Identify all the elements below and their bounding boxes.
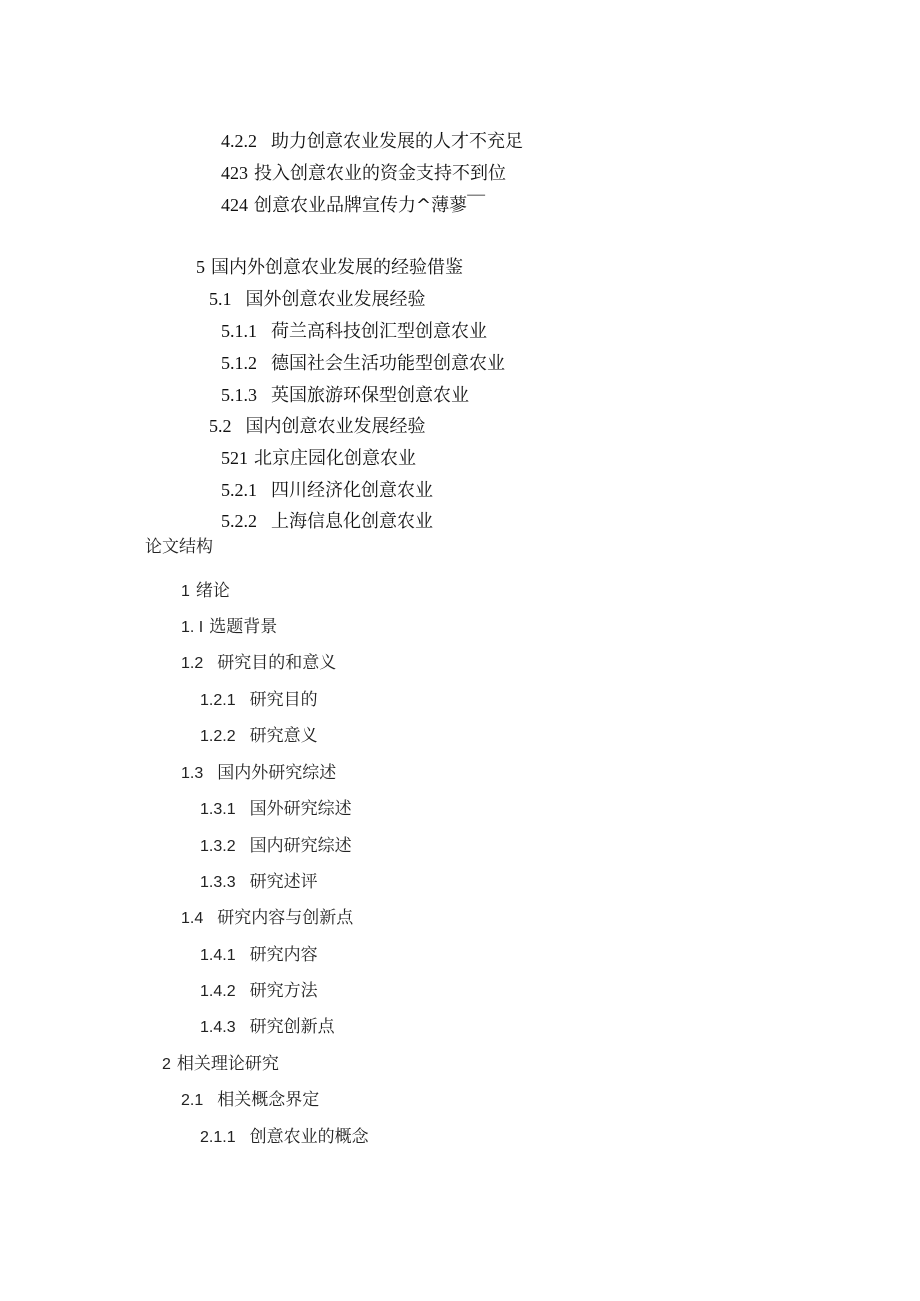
toc-number: 1.2.1 xyxy=(200,692,236,709)
toc-title: 创意农业品牌宣传力^薄蓼￣ xyxy=(254,195,486,216)
toc-entry-1-3-2 xyxy=(200,838,352,855)
toc-entry-2-1 xyxy=(181,1092,319,1109)
toc-entry-1 xyxy=(181,583,230,600)
toc-title: 上海信息化创意农业 xyxy=(271,511,433,532)
toc-number: 2 xyxy=(162,1056,171,1073)
toc-entry-5-1-1 xyxy=(221,322,487,341)
toc-title: 北京庄园化创意农业 xyxy=(254,448,416,469)
toc-number: 1.3.1 xyxy=(200,801,236,818)
toc-title: 国内外创意农业发展的经验借鉴 xyxy=(211,257,463,278)
toc-entry-2-1-1 xyxy=(200,1129,369,1146)
toc-title: 研究意义 xyxy=(249,726,318,746)
toc-entry-1-3-3 xyxy=(200,874,318,891)
toc-title: 研究目的和意义 xyxy=(217,653,337,673)
toc-entry-5-2-2 xyxy=(221,512,433,531)
toc-title: 投入创意农业的资金支持不到位 xyxy=(254,163,506,184)
toc-title: 国内外研究综述 xyxy=(217,763,337,783)
toc-number: 5.1.3 xyxy=(221,385,257,405)
toc-number: 521 xyxy=(221,448,248,468)
toc-title: 相关理论研究 xyxy=(176,1054,279,1074)
toc-title: 研究内容 xyxy=(249,945,318,965)
toc-number: 5 xyxy=(196,257,205,277)
toc-entry-1-1 xyxy=(181,619,277,636)
toc-number: 1.2.2 xyxy=(200,728,236,745)
toc-entry-5-2-1-a xyxy=(221,449,416,468)
section-heading: 论文结构 xyxy=(145,537,213,557)
toc-number: 1.3.3 xyxy=(200,874,236,891)
toc-entry-1-4-1 xyxy=(200,947,318,964)
toc-number: 5.1 xyxy=(209,289,232,309)
toc-number: 1.3 xyxy=(181,765,204,782)
toc-title: 研究述评 xyxy=(249,872,318,892)
toc-title: 国外创意农业发展经验 xyxy=(245,289,426,310)
toc-title: 荷兰高科技创汇型创意农业 xyxy=(271,321,487,342)
toc-title: 研究方法 xyxy=(249,981,318,1001)
toc-number: 5.1.2 xyxy=(221,353,257,373)
toc-entry-1-3-1 xyxy=(200,801,352,818)
toc-number: 1.4.2 xyxy=(200,983,236,1000)
toc-entry-4-2-2 xyxy=(221,132,523,151)
toc-title: 国内研究综述 xyxy=(249,836,352,856)
toc-number: 2.1.1 xyxy=(200,1129,236,1146)
toc-entry-1-4-2 xyxy=(200,983,318,1000)
toc-number: 5.2.2 xyxy=(221,511,257,531)
toc-entry-1-2-2 xyxy=(200,728,318,745)
toc-number: 423 xyxy=(221,163,248,183)
toc-entry-5-2-1-b xyxy=(221,481,433,500)
toc-title: 相关概念界定 xyxy=(217,1090,320,1110)
toc-title: 助力创意农业发展的人才不充足 xyxy=(271,131,523,152)
toc-entry-1-4-3 xyxy=(200,1019,335,1036)
toc-number: 4.2.2 xyxy=(221,131,257,151)
toc-entry-5-1-2 xyxy=(221,354,505,373)
toc-entry-1-3 xyxy=(181,765,336,782)
toc-title: 国内创意农业发展经验 xyxy=(245,416,426,437)
toc-number: 1.4.3 xyxy=(200,1019,236,1036)
toc-entry-4-2-3 xyxy=(221,164,506,183)
toc-number: 1.4 xyxy=(181,910,204,927)
toc-title: 绪论 xyxy=(195,581,230,601)
toc-title: 四川经济化创意农业 xyxy=(271,480,433,501)
toc-entry-2 xyxy=(162,1056,279,1073)
toc-title: 选题背景 xyxy=(209,617,278,637)
toc-entry-5-1-3 xyxy=(221,386,469,405)
toc-title: 德国社会生活功能型创意农业 xyxy=(271,353,505,374)
toc-entry-1-2-1 xyxy=(200,692,318,709)
toc-number: 1 xyxy=(181,583,190,600)
toc-number: 1.3.2 xyxy=(200,838,236,855)
toc-entry-5-1 xyxy=(209,290,426,309)
toc-entry-5 xyxy=(196,258,463,277)
toc-title: 国外研究综述 xyxy=(249,799,352,819)
toc-number: 1. I xyxy=(181,619,204,636)
toc-entry-4-2-4 xyxy=(221,196,485,215)
toc-title: 创意农业的概念 xyxy=(249,1127,369,1147)
toc-number: 5.1.1 xyxy=(221,321,257,341)
toc-entry-1-2 xyxy=(181,655,336,672)
toc-entry-5-2 xyxy=(209,417,426,436)
toc-title: 研究创新点 xyxy=(249,1017,335,1037)
toc-title: 研究内容与创新点 xyxy=(217,908,354,928)
toc-number: 424 xyxy=(221,195,248,215)
toc-number: 5.2.1 xyxy=(221,480,257,500)
toc-title: 英国旅游环保型创意农业 xyxy=(271,385,469,406)
toc-title: 研究目的 xyxy=(249,690,318,710)
toc-entry-1-4 xyxy=(181,910,353,927)
toc-number: 1.2 xyxy=(181,655,204,672)
toc-number: 5.2 xyxy=(209,416,232,436)
toc-number: 2.1 xyxy=(181,1092,204,1109)
toc-number: 1.4.1 xyxy=(200,947,236,964)
